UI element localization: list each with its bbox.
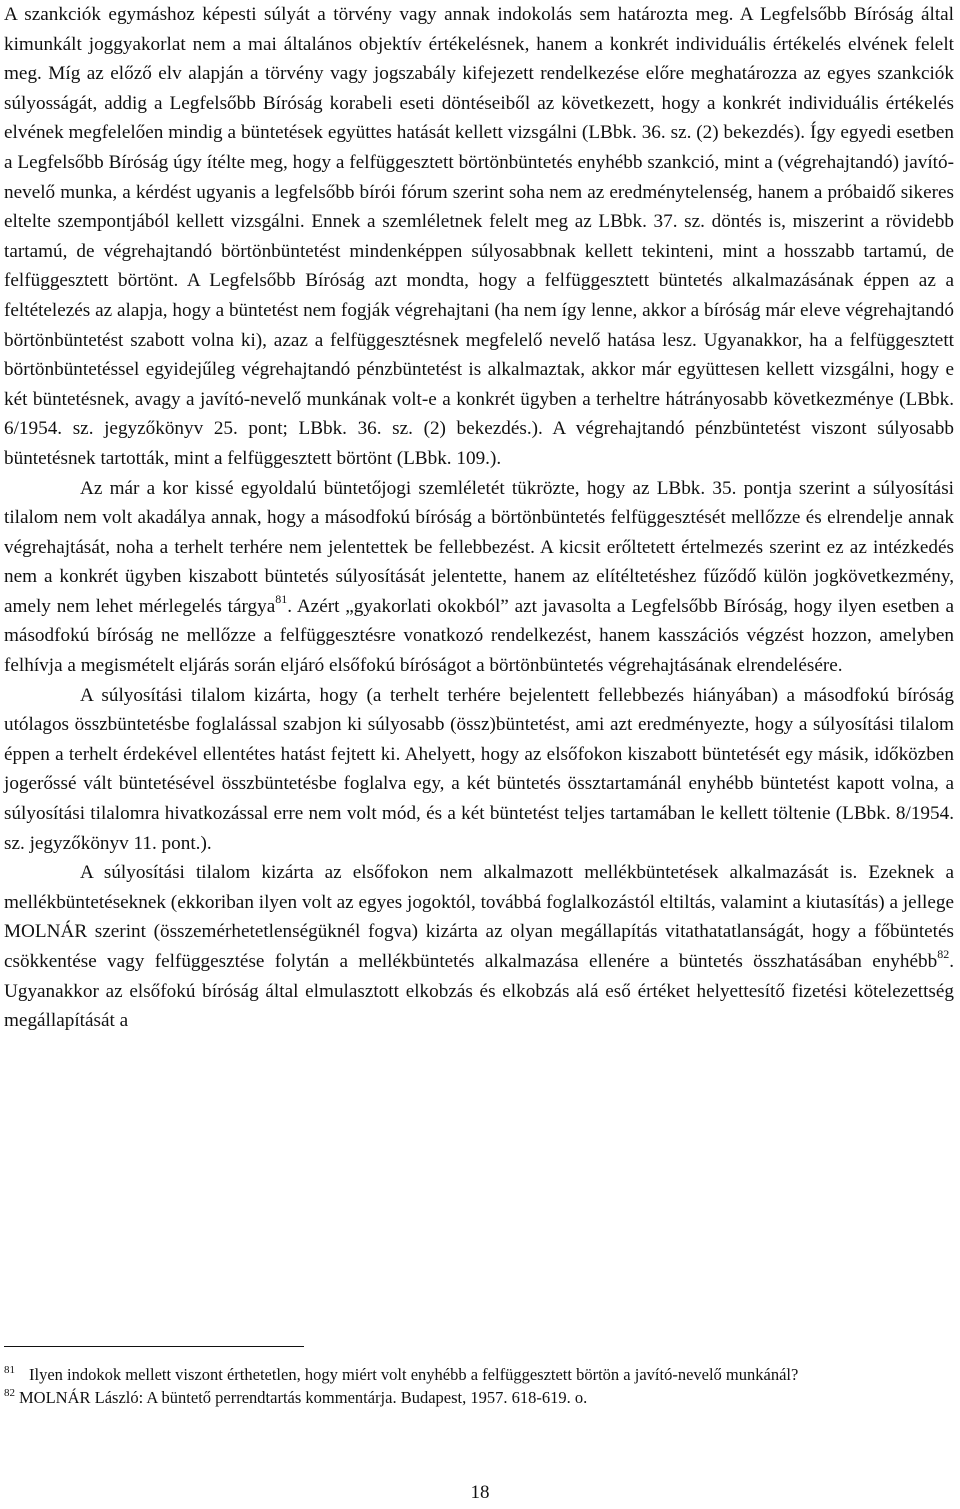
paragraph — [4, 474, 954, 681]
footnote-ref-82[interactable]: 82 — [937, 947, 950, 961]
footnote-text: Ilyen indokok mellett viszont érthetetlen, hogy miért volt enyhébb a felfüggesztett börtön a javító-nevelő munkánál? — [29, 1365, 799, 1384]
footnotes — [4, 1364, 954, 1409]
paragraph — [4, 0, 954, 474]
paragraph-text: . Ugyanakkor az elsőfokú bíróság által elmulasztott elkobzás és elkobzás alá eső értéket helyettesítő fizetési kötelezettség megállapítását a — [4, 951, 954, 1032]
paragraph — [4, 858, 954, 1036]
page-number: 18 — [470, 1482, 490, 1503]
footnote-number: 81 — [4, 1364, 15, 1376]
footnote-number: 82 — [4, 1386, 15, 1399]
paragraph-text: A súlyosítási tilalom kizárta az elsőfokon nem alkalmazott mellékbüntetések alkalmazását is. Ezeknek a mellékbüntetéseknek (ekkoriban ilyen volt az egyes jogoktól, továbbá foglalkozástól eltiltás, valamint a kiutasítás) a jellege MOLNÁR szerint (összemérhetetlenségüknél fogva) kizárta az olyan megállapítás vitathatatlanságát, hogy a főbüntetés csökkentése vagy felfüggesztése folytán a mellékbüntetés alkalmazása ellenére a büntetés összhatásában enyhébb — [4, 862, 954, 972]
footnote-ref-81[interactable]: 81 — [275, 591, 288, 606]
paragraph — [4, 681, 954, 859]
paragraph-text: A súlyosítási tilalom kizárta, hogy (a terhelt terhére bejelentett fellebbezés hiányában) a másodfokú bíróság utólagos összbüntetésbe foglalással szabjon ki súlyosabb (össz)büntetést, ami azt eredményezte, hogy a súlyosítási tilalom éppen a terhelt érdekével ellentétes hatást fejtett ki. Ahelyett, hogy az elsőfokon kiszabott büntetését egy másik, időközben jogerőssé vált büntetésével összbüntetésbe foglalva egy, a két büntetés össztartamánál enyhébb büntetést kapott volna, a súlyosítási tilalomra hivatkozással erre nem volt mód, és a két büntetést teljes tartamában le kellett töltenie (LBbk. 8/1954. sz. jegyzőkönyv 11. pont.). — [4, 684, 954, 854]
paragraph-text: . Azért „gyakorlati okokból” azt javasolta a Legfelsőbb Bíróság, hogy ilyen esetben a másodfokú bíróság ne mellőzze a felfüggesztésre vonatkozó rendelkezést, hanem kasszációs végzést hozzon, amelyben felhívja a megismételt eljárás során eljáró elsőfokú bíróságot a börtönbüntetés végrehajtásának elrendelésére. — [4, 595, 955, 677]
footnote-divider — [4, 1346, 304, 1347]
paragraph-text: A szankciók egymáshoz képesti súlyát a törvény vagy annak indokolás sem határozta meg. A Legfelsőbb Bíróság által kimunkált joggyakorlat nem a mai általános objektív értékelésnek, hanem a konkrét individuális értékelés elvének felelt meg. Míg az előző elv alapján a törvény vagy jogszabály kifejezett rendelkezése előre meghatározza az egyes szankciók súlyosságát, addig a Legfelsőbb Bíróság korabeli eseti döntéseiből az következett, hogy a konkrét individuális értékelés elvének megfelelően mindig a büntetések együttes hatását kellett vizsgálni (LBbk. 36. sz. (2) bekezdés). Így egyedi esetben a Legfelsőbb Bíróság úgy ítélte meg, hogy a felfüggesztett börtönbüntetés enyhébb szankció, mint a (végrehajtandó) javító-nevelő munka, a kérdést ugyanis a legfelsőbb bírói fórum szerint soha nem az eredménytelenség, hanem a próbaidő sikeres eltelte szempontjából kellett vizsgálni. Ennek a szemléletnek felelt meg az LBbk. 37. sz. döntés is, miszerint a rövidebb tartamú, de végrehajtandó börtönbüntetést mindenképpen súlyosabbnak kellett tekinteni, mint a hosszabb tartamú, de felfüggesztett börtönt. A Legfelsőbb Bíróság azt mondta, hogy a felfüggesztett büntetés alkalmazásának éppen az a feltételezés az alapja, hogy a büntetést nem fogják végrehajtani (ha nem így lenne, akkor a bíróság már eleve végrehajtandó börtönbüntetést szabott volna ki), azaz a felfüggesztésnek megfelelő nevelő hatása lesz. Ugyanakkor, ha a felfüggesztett börtönbüntetéssel egyidejűleg végrehajtandó pénzbüntetést is alkalmaztak, akkor már együttesen kellett vizsgálni, hogy e két büntetésnek, avagy a javító-nevelő munkának volt-e a konkrét ügyben a terheltre hátrányosabb következménye (LBbk. 6/1954. sz. jegyzőkönyv 25. pont; LBbk. 36. sz. (2) bekezdés.). A végrehajtandó pénzbüntetést viszont súlyosabb büntetésnek tartották, mint a felfüggesztett börtönt (LBbk. 109.). — [4, 4, 954, 469]
footnote-82 — [4, 1387, 954, 1410]
paragraph-text: Az már a kor kissé egyoldalú büntetőjogi szemléletét tükrözte, hogy az LBbk. 35. pontja szerint a súlyosítási tilalom nem volt akadálya annak, hogy a másodfokú bíróság a börtönbüntetés felfüggesztését mellőzze és elrendelje annak végrehajtását, noha a terhelt terhére nem jelentettek be fellebbezést. A kicsit erőltetett értelmezés szerint ez az intézkedés nem a konkrét ügyben kiszabott büntetés súlyosítását jelentette, hanem az elítéltetéshez fűződő külön jogkövetkezmény, amely nem lehet mérlegelés tárgya — [4, 477, 954, 617]
body-text — [4, 0, 954, 1036]
footnote-text: MOLNÁR László: A büntető perrendtartás kommentárja. Budapest, 1957. 618-619. o. — [19, 1387, 588, 1407]
footnote-81 — [4, 1364, 954, 1387]
